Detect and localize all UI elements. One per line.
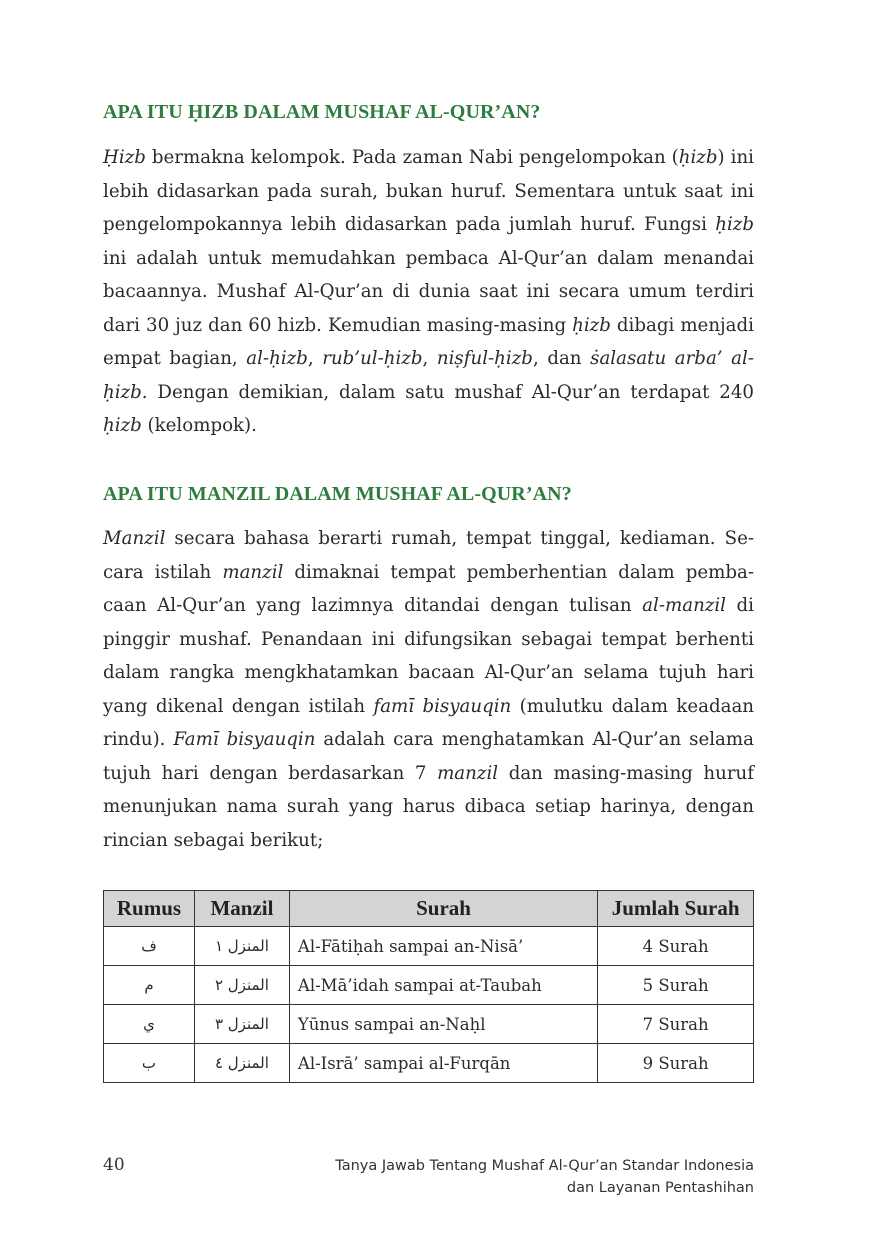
italic-term: manzil <box>437 762 499 784</box>
italic-term: ḥizb <box>103 415 142 436</box>
running-footer-title <box>335 1155 754 1199</box>
table-row <box>104 966 754 1005</box>
italic-term: Ḥizb <box>103 147 146 168</box>
footer-title-line-2: dan Layanan Pentashihan <box>566 1180 754 1196</box>
paragraph-hizb <box>103 141 754 443</box>
table-row <box>104 1044 754 1083</box>
column-header-rumus: Rumus <box>104 891 195 927</box>
jumlah-cell: 4 Surah <box>598 927 754 966</box>
surah-cell: Al-Isrā’ sampai al-Furqān <box>289 1044 597 1083</box>
section-heading-manzil: APA ITU MANZIL DALAM MUSHAF AL-QUR’AN? <box>103 483 572 505</box>
italic-term: manzil <box>222 561 284 583</box>
text-segment: , <box>307 348 323 369</box>
column-header-jumlah-surah: Jumlah Surah <box>598 891 754 927</box>
surah-cell: Yūnus sampai an-Naḥl <box>289 1005 597 1044</box>
jumlah-cell: 9 Surah <box>598 1044 754 1083</box>
table-header-row <box>104 891 754 927</box>
section-heading-hizb: APA ITU ḤIZB DALAM MUSHAF AL-QUR’AN? <box>103 101 541 123</box>
column-header-manzil: Manzil <box>194 891 289 927</box>
paragraph-manzil <box>103 522 754 857</box>
rumus-cell: ي <box>104 1005 195 1044</box>
italic-term: ḥizb <box>715 214 754 235</box>
footer-title-line-1: Tanya Jawab Tentang Mushaf Al-Qur’an Standar Indonesia <box>335 1158 754 1174</box>
table-row <box>104 927 754 966</box>
surah-cell: Al-Fātiḥah sampai an-Nisā’ <box>289 927 597 966</box>
text-segment: (kelompok). <box>141 415 257 436</box>
rumus-cell: ف <box>104 927 195 966</box>
manzil-cell: المنزل ٣ <box>194 1005 289 1044</box>
rumus-cell: ب <box>104 1044 195 1083</box>
italic-term: Manzil <box>103 528 166 549</box>
table-row <box>104 1005 754 1044</box>
text-segment: dan masing-masing huruf menunjukan nama surah yang harus dibaca setiap harinya, dengan rincian sebagai berikut; <box>103 762 754 851</box>
surah-cell: Al-Mā’idah sampai at-Taubah <box>289 966 597 1005</box>
text-segment: ini adalah untuk memudahkan pembaca Al-Qur’an dalam menandai bacaannya. Mushaf Al-Qur’an di dunia saat ini secara umum terdiri dari 30 juz dan 60 hizb. Kemudian masing-masing <box>103 247 754 336</box>
text-segment: secara bahasa berarti rumah, tempat tinggal, kediaman. Secara istilah <box>103 528 754 583</box>
text-segment: di pinggir mushaf. Penandaan ini difungsikan sebagai tempat berhenti dalam rangka mengkhatamkan bacaan Al-Qur’an selama tujuh hari yang dikenal dengan istilah <box>103 595 754 717</box>
text-segment: , <box>422 348 437 369</box>
text-segment: Dengan demikian, dalam satu mushaf Al-Qur’an terdapat 240 <box>147 381 754 403</box>
manzil-table <box>103 890 754 1083</box>
italic-term: ḥizb <box>678 147 718 168</box>
manzil-cell: المنزل ٢ <box>194 966 289 1005</box>
text-segment: bermakna kelompok. Pada zaman Nabi pengelompokan ( <box>145 147 679 168</box>
text-segment: dibagi menjadi empat bagian, <box>103 314 754 369</box>
manzil-cell: المنزل ٤ <box>194 1044 289 1083</box>
text-segment: dimaknai tempat pemberhentian dalam pembacaan Al-Qur’an yang lazimnya ditandai dengan tulisan <box>103 561 754 616</box>
italic-term: rub’ul-ḥizb <box>322 348 423 369</box>
text-segment: (mulutku dalam keadaan rindu). <box>103 695 755 750</box>
italic-term: niṣful-ḥizb <box>436 348 533 369</box>
column-header-surah: Surah <box>289 891 597 927</box>
page-number: 40 <box>103 1155 125 1175</box>
text-segment: adalah cara menghatamkan Al-Qur’an selama tujuh hari dengan berdasarkan 7 <box>103 729 754 784</box>
jumlah-cell: 7 Surah <box>598 1005 754 1044</box>
text-segment: , dan <box>532 348 591 369</box>
italic-term: ḥizb <box>572 314 611 336</box>
manzil-cell: المنزل ١ <box>194 927 289 966</box>
italic-term: al-manzil <box>642 595 726 616</box>
italic-term: al-ḥizb <box>246 348 308 369</box>
italic-term: Famī bisyauqin <box>173 729 316 750</box>
rumus-cell: م <box>104 966 195 1005</box>
italic-term: famī bisyauqin <box>373 695 512 717</box>
text-segment: ) ini lebih didasarkan pada surah, bukan huruf. Sementara untuk saat ini pengelompokannya lebih didasarkan pada jumlah huruf. Fungsi <box>103 147 754 235</box>
jumlah-cell: 5 Surah <box>598 966 754 1005</box>
italic-term: ṡalasatu arba’ al-ḥizb. <box>103 348 754 403</box>
